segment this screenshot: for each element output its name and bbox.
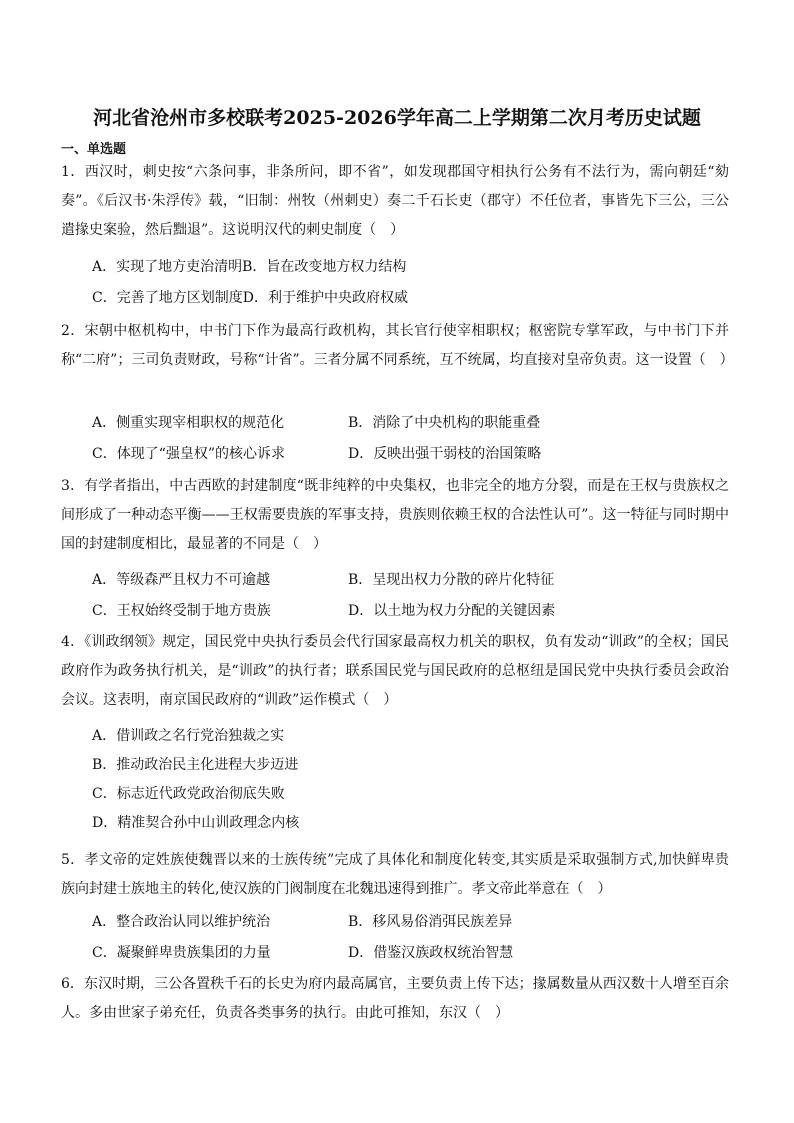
question-1-stem: 1．西汉时，刺史按“六条问事，非条所问，即不省”，如发现郡国守相执行公务有不法行为，需向朝廷“劾奏”。《后汉书·朱浮传》载，“旧制：州牧（州刺史）奏二千石长吏（郡守）不任位者，事皆先下三公，三公遣掾史案验，然后黜退”。这说明汉代的刺史制度（ ） — [61, 164, 729, 238]
question-2-options-row — [92, 409, 732, 440]
question-2-option-c[interactable]: C．体现了“强皇权”的核心诉求 — [92, 446, 286, 462]
question-5-stem: 5．孝文帝的定姓族使魏晋以来的士族传统”完成了具体化和制度化转变,其实质是采取强制方式,加快鲜卑贵族向封建士族地主的转化,使汉族的门阀制度在北魏迅速得到推广。孝文帝此举意在（ ） — [61, 852, 729, 897]
question-5-options — [92, 908, 732, 970]
question-5-options-row — [92, 908, 732, 939]
question-2-option-b[interactable]: B．消除了中央机构的职能重叠 — [348, 415, 541, 431]
question-3-options-row — [92, 597, 732, 628]
question-2-option-d[interactable]: D．反映出强干弱枝的治国策略 — [348, 446, 542, 462]
question-1-options-row — [92, 253, 732, 282]
question-5-option-c[interactable]: C．凝聚鲜卑贵族集团的力量 — [92, 945, 271, 961]
question-1-option-c[interactable]: C．完善了地方区划制度 — [92, 290, 243, 306]
question-3-options-row — [92, 566, 732, 597]
question-5-option-b[interactable]: B．移风易俗消弭民族差异 — [348, 914, 513, 930]
question-5-option-d[interactable]: D．借鉴汉族政权统治智慧 — [348, 945, 514, 961]
question-1-option-a[interactable]: A．实现了地方吏治清明 — [92, 259, 243, 275]
question-5-option-a[interactable]: A．整合政治认同以维护统治 — [92, 914, 271, 930]
section-heading: 一、单选题 — [61, 142, 127, 157]
question-4-stem: 4．《训政纲领》规定，国民党中央执行委员会代行国家最高权力机关的职权，负有发动“训政”的全权；国民政府作为政务执行机关，是“训政”的执行者；联系国民党与国民政府的总枢纽是国民党中央执行委员会政治会议。这表明，南京国民政府的“训政”运作模式（ ） — [61, 634, 729, 708]
question-2-option-a[interactable]: A．侧重实现宰相职权的规范化 — [92, 415, 285, 431]
question-4-option-a[interactable]: A．借训政之名行党治独裁之实 — [92, 728, 285, 744]
question-2-stem: 2．宋朝中枢机构中，中书门下作为最高行政机构，其长官行使宰相职权；枢密院专掌军政，与中书门下并称“二府”；三司负责财政，号称“计省”。三者分属不同系统，互不统属，均直接对皇帝负责。这一设置（ ） — [61, 323, 734, 368]
question-3-option-a[interactable]: A．等级森严且权力不可逾越 — [92, 572, 271, 588]
question-3-options — [92, 566, 732, 628]
question-2-options — [92, 409, 732, 471]
question-1-option-b[interactable]: B．旨在改变地方权力结构 — [242, 259, 407, 275]
question-3-option-d[interactable]: D．以土地为权力分配的关键因素 — [348, 603, 556, 619]
question-1-options-row — [92, 284, 732, 313]
question-4-options — [92, 722, 732, 838]
question-3-option-b[interactable]: B．呈现出权力分散的碎片化特征 — [348, 572, 555, 588]
question-4-option-c[interactable]: C．标志近代政党政治彻底失败 — [92, 786, 285, 802]
question-3-option-c[interactable]: C．王权始终受制于地方贵族 — [92, 603, 271, 619]
question-3-stem: 3．有学者指出，中古西欧的封建制度“既非纯粹的中央集权，也非完全的地方分裂，而是在王权与贵族权之间形成了一种动态平衡——王权需要贵族的军事支持，贵族则依赖王权的合法性认可”。这一特征与同时期中国的封建制度相比，最显著的不同是（ ） — [61, 478, 729, 552]
page-title: 河北省沧州市多校联考2025-2026学年高二上学期第二次月考历史试题 — [93, 107, 701, 129]
question-5-options-row — [92, 939, 732, 970]
question-2-options-row — [92, 440, 732, 471]
question-6-stem: 6．东汉时期，三公各置秩千石的长史为府内最高属官，主要负责上传下达；掾属数量从西汉数十人增至百余人。多由世家子弟充任，负责各类事务的执行。由此可推知，东汉（ ） — [61, 976, 729, 1021]
question-1-option-d[interactable]: D．利于维护中央政府权威 — [242, 290, 408, 306]
question-1-options — [92, 253, 732, 313]
question-4-option-d[interactable]: D．精准契合孙中山训政理念内核 — [92, 815, 300, 831]
question-4-option-b[interactable]: B．推动政治民主化进程大步迈进 — [92, 757, 299, 773]
